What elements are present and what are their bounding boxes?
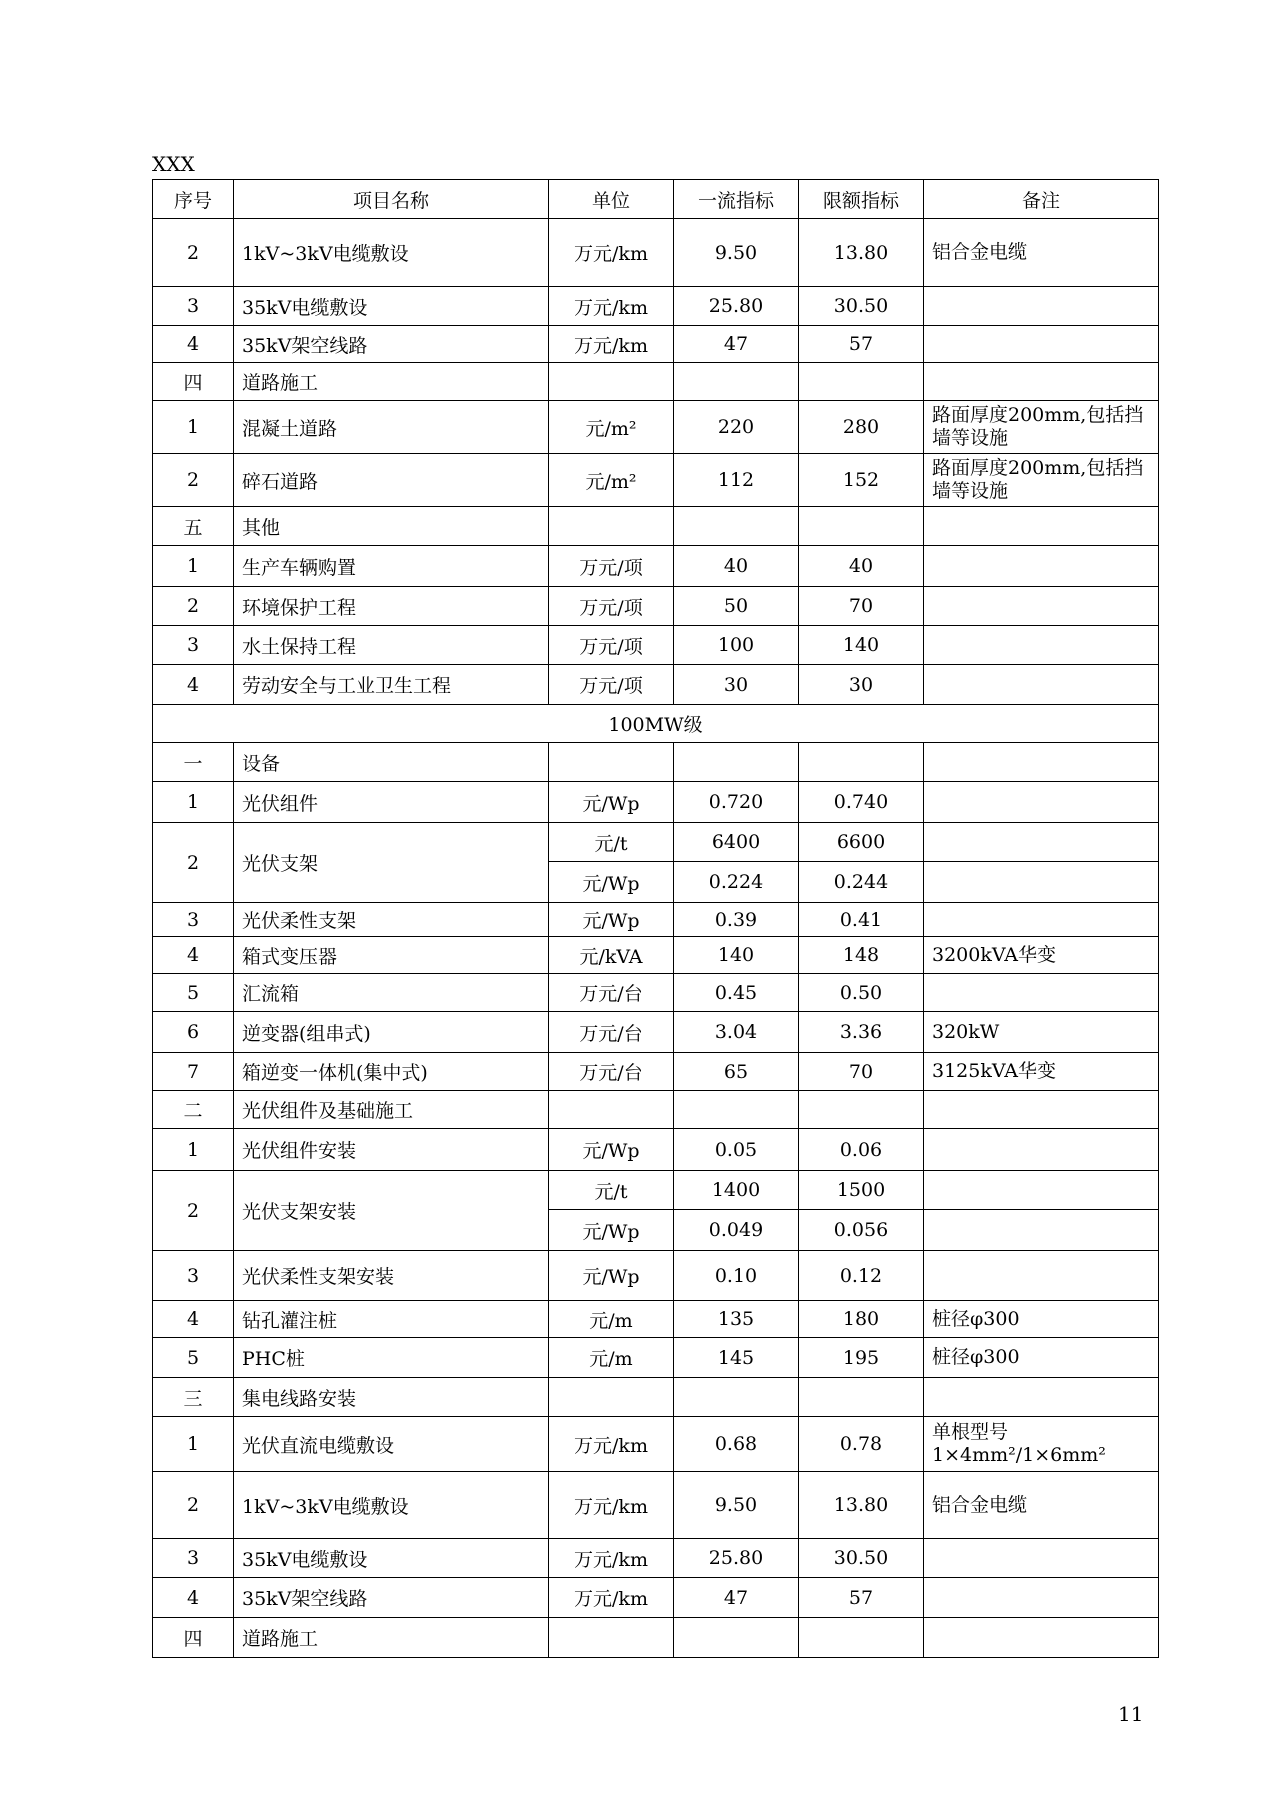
remarks-cell	[924, 1129, 1159, 1171]
first-class-index-cell: 30	[674, 665, 799, 705]
remarks-cell: 铝合金电缆	[924, 219, 1159, 287]
serial-cell: 4	[153, 1301, 234, 1338]
remarks-cell	[924, 974, 1159, 1012]
serial-cell: 1	[153, 782, 234, 823]
item-name-cell: 生产车辆购置	[234, 546, 549, 587]
table-row	[153, 937, 1159, 974]
limit-index-cell	[799, 363, 924, 401]
remarks-cell	[924, 903, 1159, 937]
first-class-index-cell: 0.10	[674, 1251, 799, 1301]
serial-cell: 2	[153, 219, 234, 287]
table-row	[153, 1378, 1159, 1417]
first-class-index-cell: 65	[674, 1053, 799, 1091]
item-name-cell: 光伏柔性支架安装	[234, 1251, 549, 1301]
remarks-cell	[924, 1539, 1159, 1578]
limit-index-cell: 280	[799, 401, 924, 454]
item-name-cell: 劳动安全与工业卫生工程	[234, 665, 549, 705]
section-title-cell: 100MW级	[153, 705, 1159, 743]
serial-cell: 1	[153, 1129, 234, 1171]
remarks-cell: 单根型号1×4mm²/1×6mm²	[924, 1417, 1159, 1472]
item-name-cell: 碎石道路	[234, 454, 549, 507]
table-row	[153, 1129, 1159, 1171]
table-row	[153, 782, 1159, 823]
remarks-cell: 3125kVA华变	[924, 1053, 1159, 1091]
serial-cell: 4	[153, 326, 234, 363]
remarks-cell	[924, 1618, 1159, 1658]
remarks-cell	[924, 626, 1159, 665]
item-name-cell: 1kV~3kV电缆敷设	[234, 1472, 549, 1539]
limit-index-cell	[799, 743, 924, 782]
limit-index-cell: 0.41	[799, 903, 924, 937]
first-class-index-cell: 47	[674, 1578, 799, 1618]
document-header: XXX	[152, 152, 195, 176]
limit-index-cell: 0.50	[799, 974, 924, 1012]
cost-index-table	[152, 179, 1159, 1658]
limit-index-cell: 40	[799, 546, 924, 587]
limit-index-cell: 140	[799, 626, 924, 665]
unit-cell: 元/Wp	[549, 782, 674, 823]
unit-cell: 万元/项	[549, 587, 674, 626]
item-name-cell: 道路施工	[234, 363, 549, 401]
unit-cell	[549, 507, 674, 546]
page-number: 11	[1118, 1702, 1144, 1726]
serial-cell: 五	[153, 507, 234, 546]
serial-cell: 2	[153, 454, 234, 507]
unit-cell: 元/m²	[549, 454, 674, 507]
limit-index-cell: 30	[799, 665, 924, 705]
remarks-cell: 路面厚度200mm,包括挡墙等设施	[924, 454, 1159, 507]
table-row	[153, 287, 1159, 326]
remarks-cell: 320kW	[924, 1012, 1159, 1053]
table-body	[153, 219, 1159, 1658]
item-name-cell: 其他	[234, 507, 549, 546]
column-header-serial: 序号	[153, 180, 234, 219]
serial-cell: 3	[153, 1539, 234, 1578]
item-name-cell: 箱逆变一体机(集中式)	[234, 1053, 549, 1091]
serial-cell: 1	[153, 401, 234, 454]
item-name-cell: 光伏柔性支架	[234, 903, 549, 937]
limit-index-cell: 3.36	[799, 1012, 924, 1053]
remarks-cell	[924, 1578, 1159, 1618]
remarks-cell: 铝合金电缆	[924, 1472, 1159, 1539]
unit-cell: 万元/项	[549, 626, 674, 665]
limit-index-cell: 13.80	[799, 1472, 924, 1539]
remarks-cell	[924, 1251, 1159, 1301]
limit-index-cell: 30.50	[799, 1539, 924, 1578]
table-row	[153, 363, 1159, 401]
unit-cell: 万元/km	[549, 1539, 674, 1578]
limit-index-cell: 180	[799, 1301, 924, 1338]
unit-cell: 万元/km	[549, 1578, 674, 1618]
limit-index-cell: 0.056	[799, 1210, 924, 1251]
unit-cell: 万元/台	[549, 1012, 674, 1053]
limit-index-cell: 0.244	[799, 862, 924, 903]
table-row	[153, 626, 1159, 665]
column-header-item-name: 项目名称	[234, 180, 549, 219]
limit-index-cell	[799, 1378, 924, 1417]
first-class-index-cell: 1400	[674, 1171, 799, 1210]
table-row	[153, 326, 1159, 363]
table-row	[153, 546, 1159, 587]
serial-cell: 5	[153, 974, 234, 1012]
unit-cell	[549, 1091, 674, 1129]
first-class-index-cell: 0.05	[674, 1129, 799, 1171]
serial-cell: 5	[153, 1338, 234, 1378]
item-name-cell: 光伏组件	[234, 782, 549, 823]
remarks-cell	[924, 326, 1159, 363]
unit-cell: 万元/km	[549, 219, 674, 287]
unit-cell: 万元/km	[549, 326, 674, 363]
remarks-cell: 桩径φ300	[924, 1301, 1159, 1338]
remarks-cell	[924, 363, 1159, 401]
table-row	[153, 903, 1159, 937]
table-row	[153, 1012, 1159, 1053]
table-row	[153, 507, 1159, 546]
serial-cell: 2	[153, 587, 234, 626]
remarks-cell	[924, 1171, 1159, 1210]
remarks-cell: 桩径φ300	[924, 1338, 1159, 1378]
table-row	[153, 1301, 1159, 1338]
remarks-cell: 3200kVA华变	[924, 937, 1159, 974]
remarks-cell	[924, 287, 1159, 326]
serial-cell: 三	[153, 1378, 234, 1417]
limit-index-cell: 6600	[799, 823, 924, 862]
limit-index-cell: 70	[799, 587, 924, 626]
column-header-remarks: 备注	[924, 180, 1159, 219]
remarks-cell	[924, 546, 1159, 587]
first-class-index-cell: 0.720	[674, 782, 799, 823]
unit-cell: 万元/km	[549, 1417, 674, 1472]
table-row	[153, 219, 1159, 287]
item-name-cell: 逆变器(组串式)	[234, 1012, 549, 1053]
unit-cell	[549, 1618, 674, 1658]
table-row	[153, 743, 1159, 782]
table-row	[153, 1539, 1159, 1578]
remarks-cell	[924, 823, 1159, 862]
first-class-index-cell	[674, 1618, 799, 1658]
serial-cell: 4	[153, 937, 234, 974]
serial-cell: 2	[153, 1171, 234, 1251]
remarks-cell	[924, 782, 1159, 823]
serial-cell: 3	[153, 903, 234, 937]
table-row	[153, 1472, 1159, 1539]
unit-cell: 元/Wp	[549, 1251, 674, 1301]
unit-cell: 元/m	[549, 1301, 674, 1338]
table-row	[153, 587, 1159, 626]
limit-index-cell: 148	[799, 937, 924, 974]
limit-index-cell: 57	[799, 326, 924, 363]
first-class-index-cell: 220	[674, 401, 799, 454]
unit-cell: 万元/km	[549, 1472, 674, 1539]
serial-cell: 四	[153, 1618, 234, 1658]
item-name-cell: 1kV~3kV电缆敷设	[234, 219, 549, 287]
serial-cell: 4	[153, 665, 234, 705]
table-header-row	[153, 180, 1159, 219]
first-class-index-cell: 6400	[674, 823, 799, 862]
unit-cell	[549, 743, 674, 782]
item-name-cell: 光伏直流电缆敷设	[234, 1417, 549, 1472]
item-name-cell: 光伏组件及基础施工	[234, 1091, 549, 1129]
table-row	[153, 1578, 1159, 1618]
column-header-unit: 单位	[549, 180, 674, 219]
first-class-index-cell	[674, 1091, 799, 1129]
serial-cell: 6	[153, 1012, 234, 1053]
remarks-cell	[924, 743, 1159, 782]
limit-index-cell: 13.80	[799, 219, 924, 287]
first-class-index-cell: 50	[674, 587, 799, 626]
unit-cell: 元/Wp	[549, 862, 674, 903]
item-name-cell: 混凝土道路	[234, 401, 549, 454]
unit-cell: 元/t	[549, 1171, 674, 1210]
table-row	[153, 401, 1159, 454]
first-class-index-cell: 40	[674, 546, 799, 587]
limit-index-cell: 0.78	[799, 1417, 924, 1472]
serial-cell: 一	[153, 743, 234, 782]
unit-cell: 元/m²	[549, 401, 674, 454]
limit-index-cell	[799, 1091, 924, 1129]
serial-cell: 3	[153, 626, 234, 665]
first-class-index-cell	[674, 507, 799, 546]
limit-index-cell: 1500	[799, 1171, 924, 1210]
first-class-index-cell	[674, 363, 799, 401]
unit-cell: 万元/项	[549, 546, 674, 587]
table-row	[153, 705, 1159, 743]
first-class-index-cell: 9.50	[674, 219, 799, 287]
remarks-cell	[924, 1091, 1159, 1129]
table-row	[153, 1618, 1159, 1658]
table-row	[153, 665, 1159, 705]
limit-index-cell: 195	[799, 1338, 924, 1378]
first-class-index-cell: 0.68	[674, 1417, 799, 1472]
remarks-cell	[924, 587, 1159, 626]
item-name-cell: 水土保持工程	[234, 626, 549, 665]
item-name-cell: 35kV架空线路	[234, 326, 549, 363]
table-row	[153, 1053, 1159, 1091]
item-name-cell: 设备	[234, 743, 549, 782]
table-row	[153, 1251, 1159, 1301]
unit-cell: 元/kVA	[549, 937, 674, 974]
first-class-index-cell: 0.39	[674, 903, 799, 937]
serial-cell: 3	[153, 1251, 234, 1301]
first-class-index-cell	[674, 1378, 799, 1417]
remarks-cell	[924, 862, 1159, 903]
first-class-index-cell: 112	[674, 454, 799, 507]
unit-cell: 元/t	[549, 823, 674, 862]
table-row	[153, 974, 1159, 1012]
limit-index-cell	[799, 507, 924, 546]
item-name-cell: 光伏支架安装	[234, 1171, 549, 1251]
remarks-cell	[924, 665, 1159, 705]
first-class-index-cell: 0.45	[674, 974, 799, 1012]
first-class-index-cell: 3.04	[674, 1012, 799, 1053]
first-class-index-cell: 145	[674, 1338, 799, 1378]
item-name-cell: 箱式变压器	[234, 937, 549, 974]
item-name-cell: 道路施工	[234, 1618, 549, 1658]
first-class-index-cell: 0.224	[674, 862, 799, 903]
remarks-cell	[924, 1378, 1159, 1417]
first-class-index-cell: 25.80	[674, 1539, 799, 1578]
limit-index-cell: 70	[799, 1053, 924, 1091]
limit-index-cell: 0.12	[799, 1251, 924, 1301]
limit-index-cell	[799, 1618, 924, 1658]
limit-index-cell: 152	[799, 454, 924, 507]
table-row	[153, 454, 1159, 507]
table-row	[153, 1338, 1159, 1378]
serial-cell: 4	[153, 1578, 234, 1618]
first-class-index-cell: 140	[674, 937, 799, 974]
unit-cell: 万元/台	[549, 1053, 674, 1091]
limit-index-cell: 30.50	[799, 287, 924, 326]
serial-cell: 7	[153, 1053, 234, 1091]
serial-cell: 二	[153, 1091, 234, 1129]
unit-cell: 万元/台	[549, 974, 674, 1012]
remarks-cell	[924, 1210, 1159, 1251]
first-class-index-cell: 100	[674, 626, 799, 665]
column-header-limit-index: 限额指标	[799, 180, 924, 219]
unit-cell: 元/m	[549, 1338, 674, 1378]
table-row	[153, 1171, 1159, 1210]
first-class-index-cell: 25.80	[674, 287, 799, 326]
first-class-index-cell	[674, 743, 799, 782]
serial-cell: 3	[153, 287, 234, 326]
unit-cell: 元/Wp	[549, 903, 674, 937]
table-row	[153, 823, 1159, 862]
item-name-cell: 环境保护工程	[234, 587, 549, 626]
first-class-index-cell: 135	[674, 1301, 799, 1338]
item-name-cell: 光伏支架	[234, 823, 549, 903]
column-header-first-class-index: 一流指标	[674, 180, 799, 219]
item-name-cell: 35kV电缆敷设	[234, 287, 549, 326]
limit-index-cell: 0.740	[799, 782, 924, 823]
unit-cell: 元/Wp	[549, 1210, 674, 1251]
table-row	[153, 1091, 1159, 1129]
unit-cell: 万元/km	[549, 287, 674, 326]
first-class-index-cell: 0.049	[674, 1210, 799, 1251]
item-name-cell: PHC桩	[234, 1338, 549, 1378]
unit-cell: 万元/项	[549, 665, 674, 705]
serial-cell: 1	[153, 546, 234, 587]
serial-cell: 2	[153, 1472, 234, 1539]
item-name-cell: 集电线路安装	[234, 1378, 549, 1417]
remarks-cell	[924, 507, 1159, 546]
remarks-cell: 路面厚度200mm,包括挡墙等设施	[924, 401, 1159, 454]
unit-cell	[549, 363, 674, 401]
serial-cell: 1	[153, 1417, 234, 1472]
serial-cell: 四	[153, 363, 234, 401]
item-name-cell: 35kV电缆敷设	[234, 1539, 549, 1578]
unit-cell: 元/Wp	[549, 1129, 674, 1171]
item-name-cell: 汇流箱	[234, 974, 549, 1012]
limit-index-cell: 57	[799, 1578, 924, 1618]
serial-cell: 2	[153, 823, 234, 903]
unit-cell	[549, 1378, 674, 1417]
item-name-cell: 35kV架空线路	[234, 1578, 549, 1618]
limit-index-cell: 0.06	[799, 1129, 924, 1171]
first-class-index-cell: 47	[674, 326, 799, 363]
table-row	[153, 1417, 1159, 1472]
first-class-index-cell: 9.50	[674, 1472, 799, 1539]
item-name-cell: 光伏组件安装	[234, 1129, 549, 1171]
item-name-cell: 钻孔灌注桩	[234, 1301, 549, 1338]
